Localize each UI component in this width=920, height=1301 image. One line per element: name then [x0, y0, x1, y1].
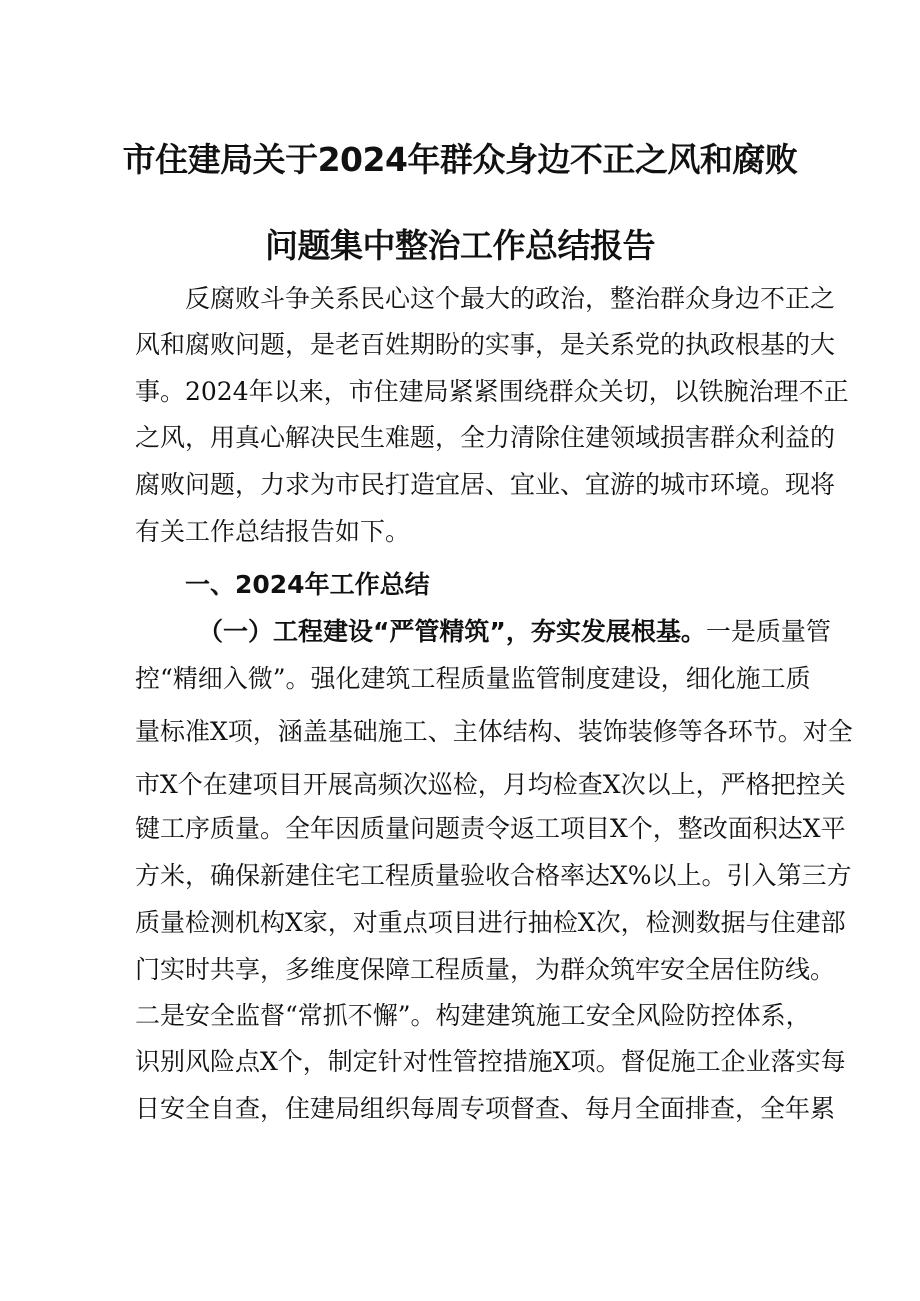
body-line: 控“精细入微”。强化建筑工程质量监管制度建设，细化施工质: [135, 664, 811, 693]
subsection-first-line-text: 一是质量管: [705, 617, 831, 646]
intro-line: 有关工作总结报告如下。: [135, 517, 411, 546]
intro-line: 风和腐败问题，是老百姓期盼的实事，是关系党的执政根基的大: [135, 330, 836, 359]
body-line: 方米，确保新建住宅工程质量验收合格率达X%以上。引入第三方: [135, 861, 852, 890]
body-line: 键工序质量。全年因质量问题责令返工项目X个，整改面积达X平: [135, 814, 846, 843]
intro-line: 腐败问题，力求为市民打造宜居、宜业、宜游的城市环境。现将: [135, 470, 836, 499]
subsection-heading: （一）工程建设“严管精筑”，夯实发展根基。: [198, 617, 706, 646]
body-line: 日安全自查，住建局组织每周专项督查、每月全面排查，全年累: [135, 1094, 836, 1123]
document-title-line-2: 问题集中整治工作总结报告: [265, 226, 655, 265]
body-line: 市X个在建项目开展高频次巡检，月均检查X次以上，严格把控关: [135, 770, 846, 799]
intro-line: 之风，用真心解决民生难题，全力清除住建领域损害群众利益的: [135, 423, 836, 452]
body-line: 量标准X项，涵盖基础施工、主体结构、装饰装修等各环节。对全: [135, 717, 853, 746]
body-line: 识别风险点X个，制定针对性管控措施X项。督促施工企业落实每: [135, 1047, 846, 1076]
subsection-first-line: [198, 617, 831, 647]
section-heading: 一、2024年工作总结: [185, 570, 430, 599]
intro-line: 反腐败斗争关系民心这个最大的政治，整治群众身边不正之: [185, 284, 836, 313]
document-title-line-1: 市住建局关于2024年群众身边不正之风和腐败: [122, 140, 798, 179]
intro-line: 事。2024年以来，市住建局紧紧围绕群众关切，以铁腕治理不正: [135, 377, 849, 406]
body-line: 质量检测机构X家，对重点项目进行抽检X次，检测数据与住建部: [135, 908, 846, 937]
body-line: 二是安全监督“常抓不懈”。构建建筑施工安全风险防控体系，: [135, 1001, 811, 1030]
body-line: 门实时共享，多维度保障工程质量，为群众筑牢安全居住防线。: [135, 955, 836, 984]
